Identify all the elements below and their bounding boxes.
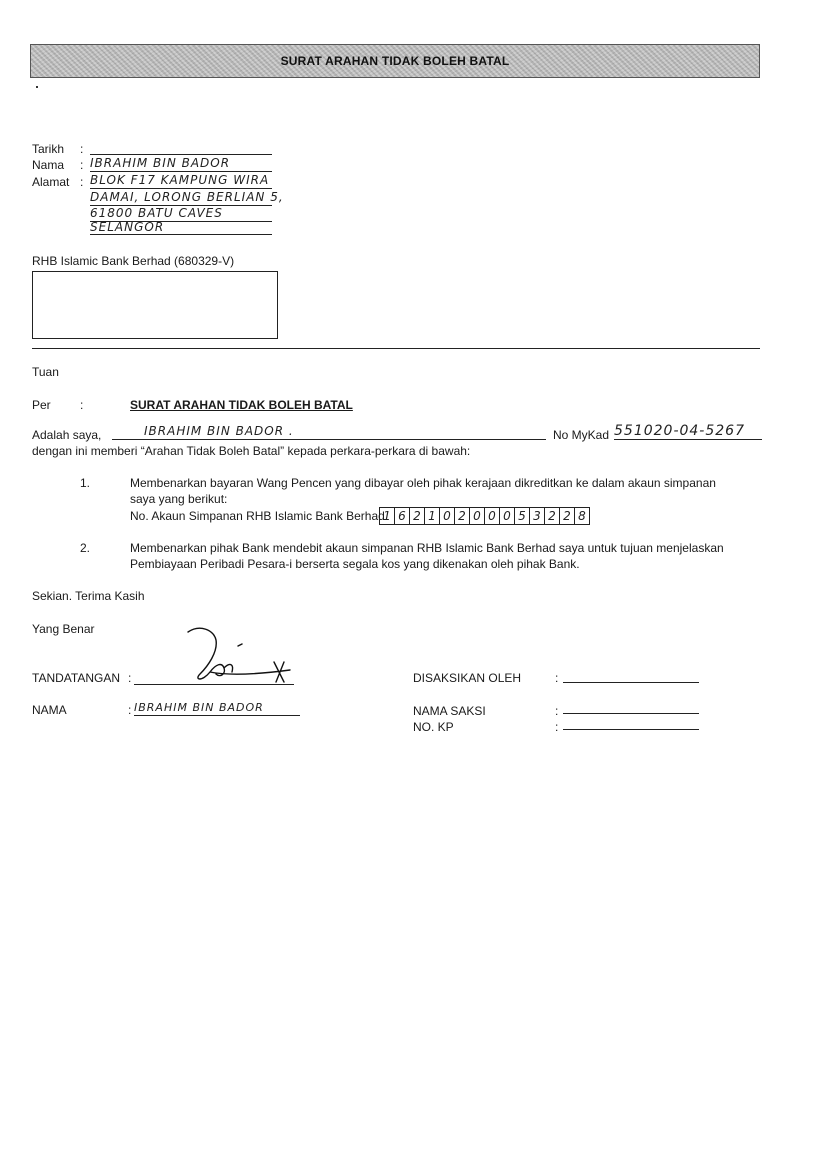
nama-value: IBRAHIM BIN BADOR	[90, 156, 231, 170]
account-digit: 2	[454, 508, 469, 524]
bank-name: RHB Islamic Bank Berhad (680329-V)	[32, 254, 235, 268]
account-digit: 1	[379, 508, 394, 524]
account-number-boxes[interactable]	[379, 507, 590, 525]
nama-sign-colon: :	[128, 703, 132, 717]
yang-benar: Yang Benar	[32, 622, 95, 636]
item-2-line-2: Pembiayaan Peribadi Pesara-i berserta segala kos yang dikenakan oleh pihak Bank.	[130, 557, 580, 571]
nama-sign-label: NAMA	[32, 703, 67, 717]
closing: Sekian. Terima Kasih	[32, 589, 145, 603]
no-kp-field[interactable]	[563, 717, 699, 730]
account-digit: 3	[529, 508, 544, 524]
account-digit: 0	[469, 508, 484, 524]
alamat-line-4[interactable]	[90, 220, 272, 235]
nama-colon: :	[80, 158, 84, 172]
mykad-field[interactable]	[614, 423, 762, 440]
divider	[32, 348, 760, 349]
no-kp-colon: :	[555, 720, 559, 734]
item-1-line-2: saya yang berikut:	[130, 492, 228, 506]
tarikh-field[interactable]	[90, 140, 272, 155]
tarikh-label: Tarikh	[32, 142, 65, 156]
account-digit: 1	[424, 508, 439, 524]
disaksikan-colon: :	[555, 671, 559, 685]
alamat-line-2[interactable]	[90, 190, 284, 206]
item-2-number: 2.	[80, 541, 91, 555]
item-1-line-1: Membenarkan bayaran Wang Pencen yang dibayar oleh pihak kerajaan dikreditkan ke dalam akaun simpanan	[130, 476, 716, 490]
account-digit: 8	[574, 508, 589, 524]
nama-saksi-label: NAMA SAKSI	[413, 704, 486, 718]
mykad-value: 551020-04-5267	[614, 423, 745, 439]
disaksikan-label: DISAKSIKAN OLEH	[413, 671, 522, 685]
alamat-line-1-value: BLOK F17 KAMPUNG WIRA	[90, 173, 270, 187]
account-label: No. Akaun Simpanan RHB Islamic Bank Berhad	[130, 509, 385, 523]
title-banner	[30, 44, 760, 78]
account-digit: 6	[394, 508, 409, 524]
nama-saksi-field[interactable]	[563, 701, 699, 714]
speck	[36, 86, 38, 88]
tandatangan-colon: :	[128, 671, 132, 685]
signature-mark	[180, 622, 300, 692]
alamat-colon: :	[80, 175, 84, 189]
account-digit: 0	[484, 508, 499, 524]
nama-sign-value: IBRAHIM BIN BADOR	[134, 701, 264, 714]
adalah-label: Adalah saya,	[32, 428, 102, 442]
per-colon: :	[80, 398, 84, 412]
nama-field[interactable]	[90, 156, 272, 172]
per-label: Per	[32, 398, 51, 412]
tandatangan-label: TANDATANGAN	[32, 671, 121, 685]
salutation: Tuan	[32, 365, 59, 379]
tarikh-colon: :	[80, 142, 84, 156]
disaksikan-field[interactable]	[563, 670, 699, 683]
nama-saksi-colon: :	[555, 704, 559, 718]
alamat-line-3-value: 61800 BATU CAVES	[90, 206, 223, 220]
item-2-line-1: Membenarkan pihak Bank mendebit akaun simpanan RHB Islamic Bank Berhad saya untuk tujuan menjelaskan	[130, 541, 724, 555]
subject: SURAT ARAHAN TIDAK BOLEH BATAL	[130, 398, 353, 412]
alamat-label: Alamat	[32, 175, 70, 189]
no-kp-label: NO. KP	[413, 720, 454, 734]
nama-sign-field[interactable]	[134, 700, 300, 716]
adalah-name-value: IBRAHIM BIN BADOR .	[144, 424, 294, 438]
alamat-line-4-value: SELANGOR	[90, 220, 165, 234]
nama-label: Nama	[32, 158, 65, 172]
mykad-label: No MyKad	[553, 428, 610, 442]
bank-address-box[interactable]	[32, 271, 278, 339]
alamat-line-2-value: DAMAI, LORONG BERLIAN 5,	[90, 190, 284, 204]
account-digit: 2	[544, 508, 559, 524]
account-digit: 2	[559, 508, 574, 524]
account-digit: 2	[409, 508, 424, 524]
item-1-number: 1.	[80, 476, 91, 490]
account-digit: 0	[439, 508, 454, 524]
document-title: SURAT ARAHAN TIDAK BOLEH BATAL	[280, 54, 510, 68]
account-digit: 0	[499, 508, 514, 524]
adalah-name-field[interactable]	[112, 424, 546, 440]
intro-text: dengan ini memberi “Arahan Tidak Boleh Batal” kepada perkara-perkara di bawah:	[32, 444, 471, 458]
account-digit: 5	[514, 508, 529, 524]
alamat-line-1[interactable]	[90, 173, 272, 189]
